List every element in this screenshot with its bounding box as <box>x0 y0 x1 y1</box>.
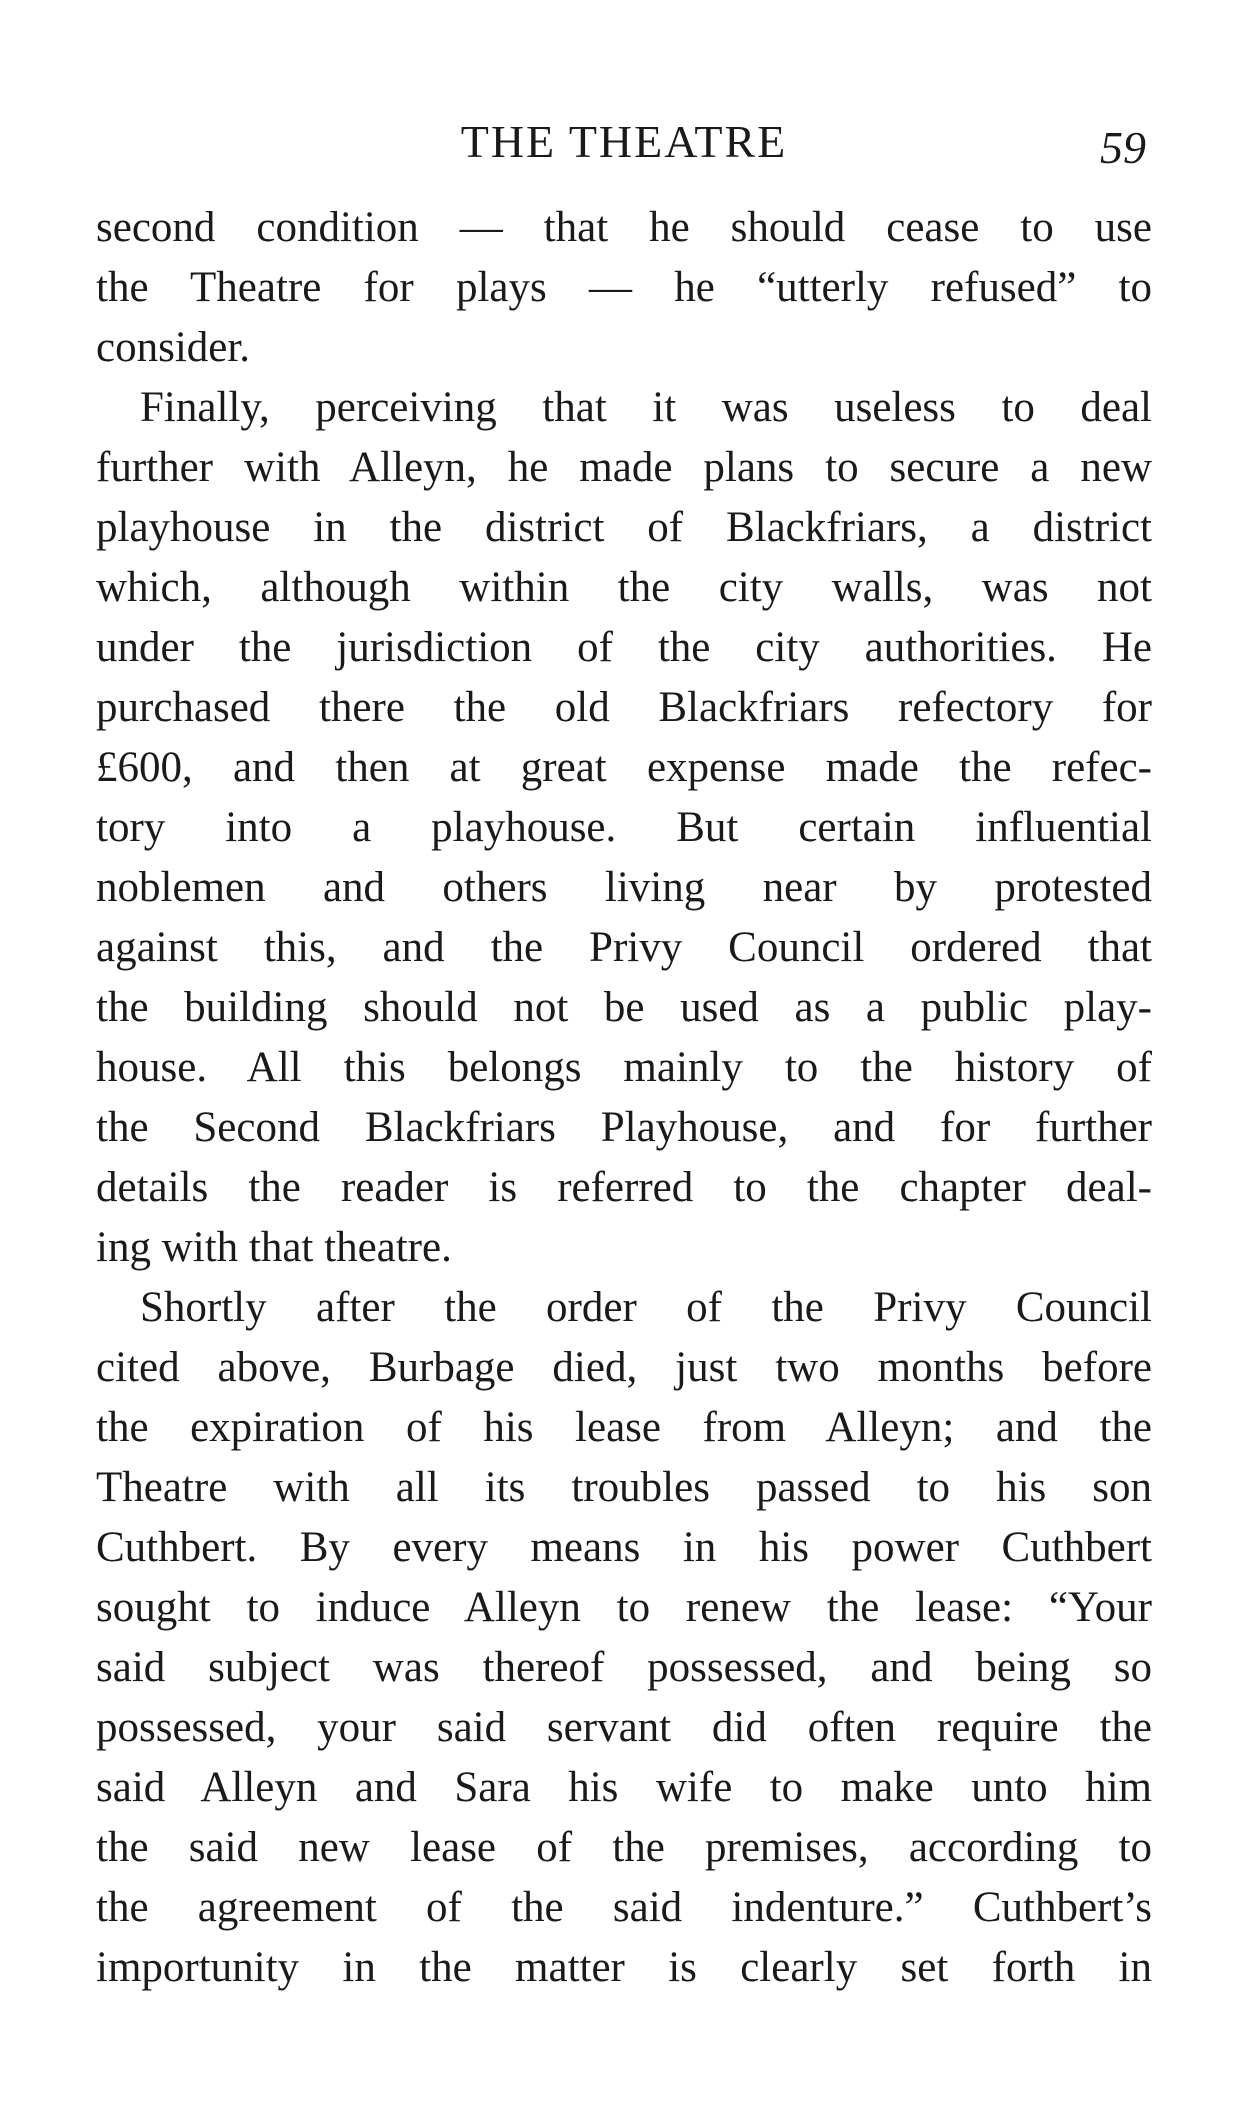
text-line: the building should not be used as a public play- <box>96 984 1152 1031</box>
text-line: purchased there the old Blackfriars refectory for <box>96 684 1152 731</box>
text-line: Finally, perceiving that it was useless to deal <box>140 384 1152 431</box>
text-line: house. All this belongs mainly to the history of <box>96 1044 1152 1091</box>
text-line: importunity in the matter is clearly set forth in <box>96 1944 1152 1991</box>
text-line: the expiration of his lease from Alleyn; and the <box>96 1404 1152 1451</box>
text-line: second condition — that he should cease to use <box>96 204 1152 251</box>
text-line: the agreement of the said indenture.” Cuthbert’s <box>96 1884 1152 1931</box>
text-line: further with Alleyn, he made plans to secure a new <box>96 444 1152 491</box>
text-line: the Theatre for plays — he “utterly refused” to <box>96 264 1152 311</box>
text-line: the said new lease of the premises, according to <box>96 1824 1152 1871</box>
text-line: Cuthbert. By every means in his power Cuthbert <box>96 1524 1152 1571</box>
running-head <box>96 112 1152 172</box>
text-line: Theatre with all its troubles passed to his son <box>96 1464 1152 1511</box>
text-line: the Second Blackfriars Playhouse, and for further <box>96 1104 1152 1151</box>
text-line: possessed, your said servant did often require the <box>96 1704 1152 1751</box>
body-text <box>96 198 1152 1998</box>
text-line: details the reader is referred to the chapter deal- <box>96 1164 1152 1211</box>
text-line: which, although within the city walls, was not <box>96 564 1152 611</box>
text-line: noblemen and others living near by protested <box>96 864 1152 911</box>
text-line: said subject was thereof possessed, and being so <box>96 1644 1152 1691</box>
page-number: 59 <box>1100 122 1146 173</box>
text-line: consider. <box>96 324 251 371</box>
text-line: sought to induce Alleyn to renew the lease: “Your <box>96 1584 1152 1631</box>
text-line: tory into a playhouse. But certain influential <box>96 804 1152 851</box>
text-line: under the jurisdiction of the city authorities. He <box>96 624 1152 671</box>
running-title: THE THEATRE <box>460 116 788 167</box>
text-line: Shortly after the order of the Privy Council <box>140 1284 1152 1331</box>
text-line: ing with that theatre. <box>96 1224 452 1271</box>
text-line: said Alleyn and Sara his wife to make unto him <box>96 1764 1152 1811</box>
text-line: against this, and the Privy Council ordered that <box>96 924 1152 971</box>
text-line: £600, and then at great expense made the refec- <box>96 744 1152 791</box>
text-line: cited above, Burbage died, just two months before <box>96 1344 1152 1391</box>
text-line: playhouse in the district of Blackfriars, a district <box>96 504 1152 551</box>
